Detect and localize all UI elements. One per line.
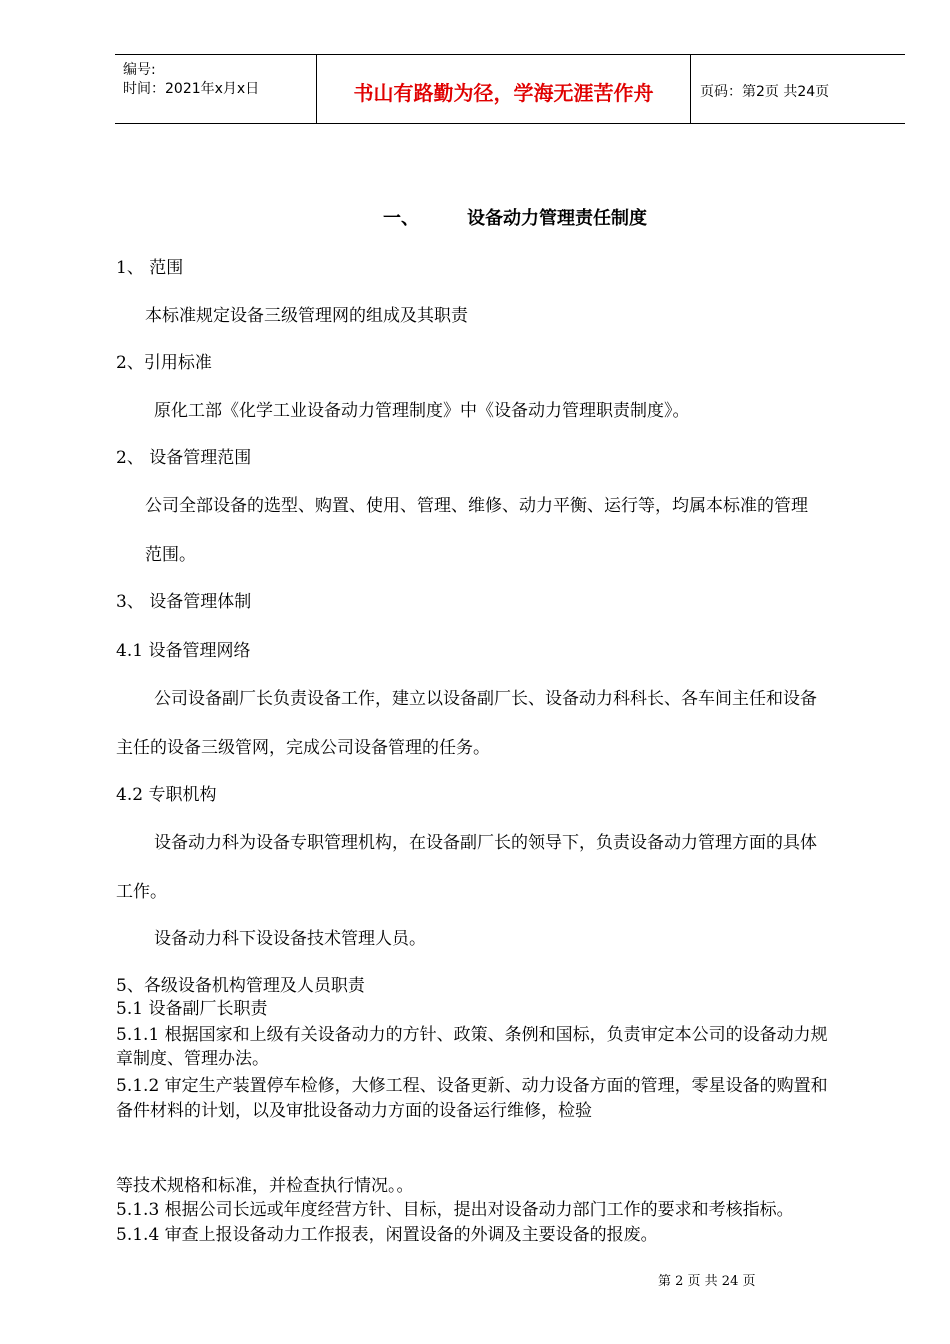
section-4-1-text-line-1: 公司设备副厂长负责设备工作，建立以设备副厂长、设备动力科科长、各车间主任和设备	[154, 689, 817, 709]
section-4-1-text-line-2: 主任的设备三级管网，完成公司设备管理的任务。	[116, 738, 490, 758]
doc-title-number: 一、	[383, 208, 419, 229]
page-footer: 第 2 页 共 24 页	[658, 1274, 756, 1289]
header-motto-cell	[316, 55, 691, 123]
header-page-cell	[690, 55, 905, 123]
section-2-text: 原化工部《化学工业设备动力管理制度》中《设备动力管理职责制度》。	[154, 401, 690, 421]
section-5-heading: 5、各级设备机构管理及人员职责	[116, 976, 365, 996]
section-3-heading: 2、 设备管理范围	[116, 448, 252, 468]
section-5-1-heading: 5.1 设备副厂长职责	[116, 999, 268, 1019]
header-meta-cell	[115, 55, 316, 123]
clause-5-1-1-line-1: 5.1.1 根据国家和上级有关设备动力的方针、政策、条例和国标，负责审定本公司的设备动力规	[116, 1025, 828, 1045]
section-3-text-line-2: 范围。	[145, 545, 196, 565]
section-4-2-text-line-1: 设备动力科为设备专职管理机构，在设备副厂长的领导下，负责设备动力管理方面的具体	[154, 833, 817, 853]
clause-5-1-1-line-2: 章制度、管理办法。	[116, 1049, 269, 1069]
clause-5-1-2-line-1: 5.1.2 审定生产装置停车检修，大修工程、设备更新、动力设备方面的管理，零星设备的购置和	[116, 1076, 828, 1096]
header-motto: 书山有路勤为径，学海无涯苦作舟	[353, 81, 654, 105]
section-4-2-text-line-2: 工作。	[116, 882, 167, 902]
doc-number-label: 编号:	[123, 62, 156, 78]
doc-title-text: 设备动力管理责任制度	[467, 208, 647, 229]
section-4-1-heading: 4.1 设备管理网络	[116, 641, 251, 661]
section-4-heading: 3、 设备管理体制	[116, 592, 252, 612]
doc-time-label: 时间：2021年x月x日	[123, 81, 260, 97]
section-3-text-line-1: 公司全部设备的选型、购置、使用、管理、维修、动力平衡、运行等，均属本标准的管理	[145, 496, 808, 516]
section-1-heading: 1、 范围	[116, 258, 184, 278]
clause-5-1-3: 5.1.3 根据公司长远或年度经营方针、目标，提出对设备动力部门工作的要求和考核指标。	[116, 1200, 794, 1220]
section-4-2-text-line-3: 设备动力科下设设备技术管理人员。	[154, 929, 426, 949]
header-page-info: 页码：第2页 共24页	[700, 84, 830, 100]
clause-5-1-2-line-3: 等技术规格和标准，并检查执行情况。。	[116, 1176, 414, 1196]
page-header	[115, 54, 905, 124]
clause-5-1-4: 5.1.4 审查上报设备动力工作报表，闲置设备的外调及主要设备的报废。	[116, 1225, 658, 1245]
section-4-2-heading: 4.2 专职机构	[116, 785, 217, 805]
doc-title	[383, 210, 647, 228]
clause-5-1-2-line-2: 备件材料的计划，以及审批设备动力方面的设备运行维修，检验	[116, 1101, 592, 1121]
section-1-text: 本标准规定设备三级管理网的组成及其职责	[145, 306, 468, 326]
section-2-heading: 2、引用标准	[116, 353, 212, 373]
